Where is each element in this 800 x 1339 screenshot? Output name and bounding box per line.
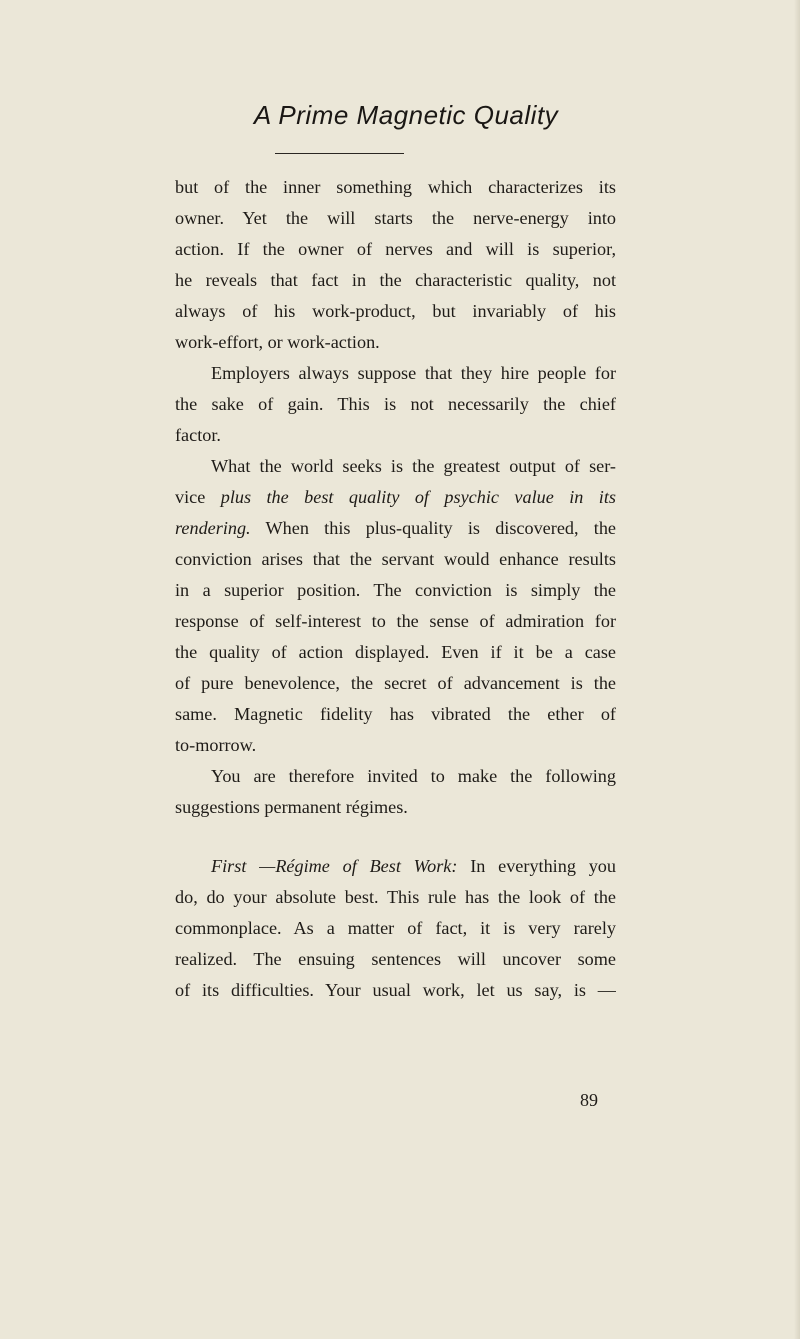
text-line: work-effort, or work-action. [175, 332, 380, 352]
paragraph [175, 761, 616, 823]
page-header [0, 100, 800, 131]
paragraph [175, 451, 616, 761]
emphasis-text: rendering. [175, 518, 251, 538]
text-run: vice [175, 487, 221, 507]
text-line: action. If the owner of nerves and will is superior, [175, 239, 616, 259]
text-line: realized. The ensuing sentences will uncover some [175, 949, 616, 969]
text-line: the quality of action displayed. Even if it be a case [175, 642, 616, 662]
text-line: of its difficulties. Your usual work, let us say, is — [175, 980, 616, 1000]
text-line [175, 513, 616, 544]
text-line [175, 851, 616, 882]
text-line: to-morrow. [175, 735, 257, 755]
text-line: always of his work-product, but invariably of his [175, 301, 616, 321]
page-number: 89 [580, 1090, 598, 1110]
text-line: of pure benevolence, the secret of advancement is the [175, 673, 616, 693]
text-line: commonplace. As a matter of fact, it is very rarely [175, 918, 616, 938]
text-run: When this plus-quality is discovered, the [250, 518, 616, 538]
text-line: do, do your absolute best. This rule has the look of the [175, 887, 616, 907]
text-line: What the world seeks is the greatest output of ser- [211, 456, 616, 476]
text-line: the sake of gain. This is not necessarily the chief [175, 394, 616, 414]
header-rule [275, 153, 404, 154]
body-text [175, 172, 616, 1006]
text-line: in a superior position. The conviction is simply the [175, 580, 616, 600]
text-line: owner. Yet the will starts the nerve-energy into [175, 208, 616, 228]
text-line: You are therefore invited to make the following [211, 766, 616, 786]
running-head: A Prime Magnetic Quality [253, 100, 559, 130]
emphasis-text: plus the best quality of psychic value in its [220, 487, 616, 507]
text-line: conviction arises that the servant would enhance results [175, 549, 616, 569]
text-line: factor. [175, 425, 221, 445]
text-line: he reveals that fact in the characteristic quality, not [175, 270, 616, 290]
text-line: suggestions permanent régimes. [175, 797, 408, 817]
text-line [175, 482, 616, 513]
section-heading: First —Régime of Best Work: [211, 856, 458, 876]
paragraph [175, 851, 616, 1006]
text-line: but of the inner something which characterizes its [175, 177, 616, 197]
text-line: response of self-interest to the sense of admiration for [175, 611, 616, 631]
paragraph [175, 358, 616, 451]
text-line: same. Magnetic fidelity has vibrated the ether of [175, 704, 616, 724]
paragraph [175, 172, 616, 358]
text-run: In everything you [457, 856, 616, 876]
page-edge [794, 0, 800, 1339]
text-line: Employers always suppose that they hire people for [211, 363, 616, 383]
